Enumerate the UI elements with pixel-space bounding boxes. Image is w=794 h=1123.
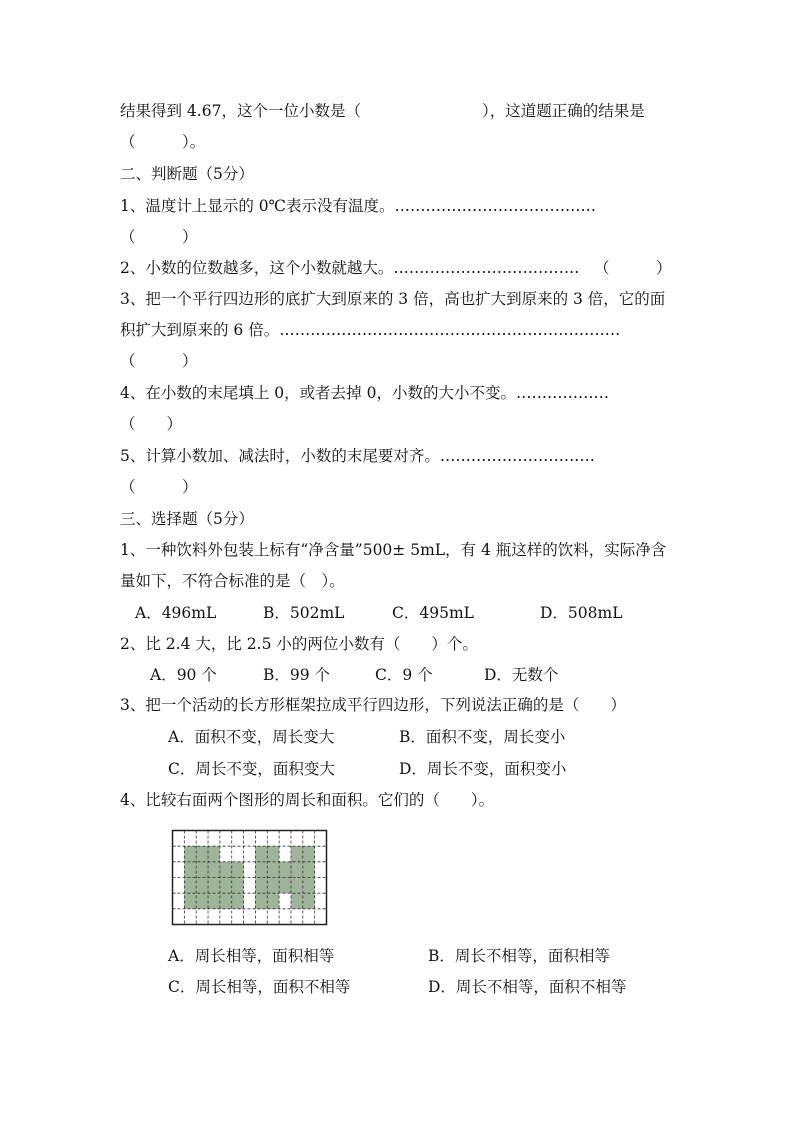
- shaded-cell: [303, 893, 315, 909]
- tf-answer-paren-3[interactable]: （ ）: [120, 352, 198, 370]
- tf-question-1: 1、温度计上显示的 0℃表示没有温度。…………………………………: [120, 197, 596, 215]
- shaded-cell: [196, 878, 208, 894]
- shaded-cell: [291, 893, 303, 909]
- shaded-cell: [184, 878, 196, 894]
- shaded-cell: [303, 862, 315, 878]
- shaded-cell: [255, 846, 267, 862]
- mc-question-4: 4、比较右面两个图形的周长和面积。它们的（ ）。: [120, 791, 495, 809]
- shaded-cell: [267, 893, 279, 909]
- shaded-cell: [208, 846, 220, 862]
- grid-figure-svg: [171, 829, 328, 926]
- tf-answer-paren-2[interactable]: （ ）: [594, 259, 672, 277]
- shaded-cell: [232, 862, 244, 878]
- shaded-cell: [232, 878, 244, 894]
- fill-blank-line-2: （ ）。: [120, 133, 206, 151]
- mc1-option-c[interactable]: C．495mL: [392, 604, 474, 622]
- shaded-cell: [303, 846, 315, 862]
- mc2-option-a[interactable]: A．90 个: [150, 666, 217, 684]
- shaded-cell: [208, 893, 220, 909]
- mc2-option-b[interactable]: B．99 个: [263, 666, 331, 684]
- tf-question-5: 5、计算小数加、减法时，小数的末尾要对齐。…………………………: [120, 447, 595, 465]
- shaded-cell: [220, 878, 232, 894]
- shaded-cell: [267, 862, 279, 878]
- tf-question-3-line-2: 积扩大到原来的 6 倍。…………………………………………………………: [120, 321, 621, 339]
- shaded-cell: [291, 862, 303, 878]
- shaded-cell: [279, 862, 291, 878]
- shaded-cell: [196, 893, 208, 909]
- mc-question-3: 3、把一个活动的长方形框架拉成平行四边形，下列说法正确的是（ ）: [120, 696, 626, 714]
- mc4-option-a[interactable]: A．周长相等，面积相等: [168, 947, 335, 965]
- fill-blank-text-a: 结果得到 4.67，这个一位小数是（: [120, 102, 361, 120]
- mc1-option-b[interactable]: B．502mL: [263, 604, 345, 622]
- shaded-cell: [255, 862, 267, 878]
- mc1-option-d[interactable]: D．508mL: [540, 604, 623, 622]
- mc4-option-c[interactable]: C．周长相等，面积不相等: [168, 978, 351, 996]
- shaded-cell: [255, 878, 267, 894]
- tf-answer-paren-4[interactable]: （ ）: [120, 415, 183, 433]
- tf-question-2: 2、小数的位数越多，这个小数就越大。………………………………: [120, 259, 580, 277]
- shaded-cell: [220, 862, 232, 878]
- mc1-option-a[interactable]: A．496mL: [135, 604, 217, 622]
- shaded-cell: [184, 862, 196, 878]
- mc-question-1-line-1: 1、一种饮料外包装上标有“净含量”500± 5mL，有 4 瓶这样的饮料，实际净含: [120, 541, 667, 559]
- shaded-cell: [267, 878, 279, 894]
- fill-blank-text-b: ），这道题正确的结果是: [482, 102, 645, 120]
- tf-answer-paren-5[interactable]: （ ）: [120, 478, 198, 496]
- shaded-cell: [196, 862, 208, 878]
- mc3-option-b[interactable]: B．面积不变，周长变小: [399, 728, 566, 746]
- shaded-cell: [291, 846, 303, 862]
- section-title-true-false: 二、判断题（5分）: [120, 165, 254, 183]
- shaded-cell: [267, 846, 279, 862]
- mc4-option-b[interactable]: B．周长不相等，面积相等: [428, 947, 610, 965]
- tf-answer-paren-1[interactable]: （ ）: [120, 228, 198, 246]
- shaded-cell: [208, 862, 220, 878]
- shaded-cell: [196, 846, 208, 862]
- mc-question-2: 2、比 2.4 大，比 2.5 小的两位小数有（ ）个。: [120, 635, 478, 653]
- fill-blank-line-1: [120, 100, 361, 122]
- shaded-cell: [291, 878, 303, 894]
- shaded-cell: [255, 893, 267, 909]
- shaded-cell: [184, 893, 196, 909]
- shaded-cell: [232, 893, 244, 909]
- mc4-option-d[interactable]: D．周长不相等，面积不相等: [428, 978, 627, 996]
- tf-question-3-line-1: 3、把一个平行四边形的底扩大到原来的 3 倍，高也扩大到原来的 3 倍，它的面: [120, 290, 666, 308]
- shaded-cell: [279, 878, 291, 894]
- grid-figure: [171, 829, 328, 930]
- shaded-cell: [184, 846, 196, 862]
- shaded-cell: [303, 878, 315, 894]
- mc3-option-c[interactable]: C．周长不变，面积变大: [168, 760, 335, 778]
- mc2-option-d[interactable]: D．无数个: [484, 666, 559, 684]
- mc-question-1-line-2: 量如下，不符合标准的是（ ）。: [120, 572, 345, 590]
- mc3-option-d[interactable]: D．周长不变，面积变小: [399, 760, 567, 778]
- section-title-multiple-choice: 三、选择题（5分）: [120, 510, 254, 528]
- shaded-cell: [208, 878, 220, 894]
- shaded-cell: [220, 893, 232, 909]
- tf-question-4: 4、在小数的末尾填上 0，或者去掉 0，小数的大小不变。………………: [120, 384, 609, 402]
- mc3-option-a[interactable]: A．面积不变，周长变大: [168, 728, 335, 746]
- mc2-option-c[interactable]: C．9 个: [375, 666, 433, 684]
